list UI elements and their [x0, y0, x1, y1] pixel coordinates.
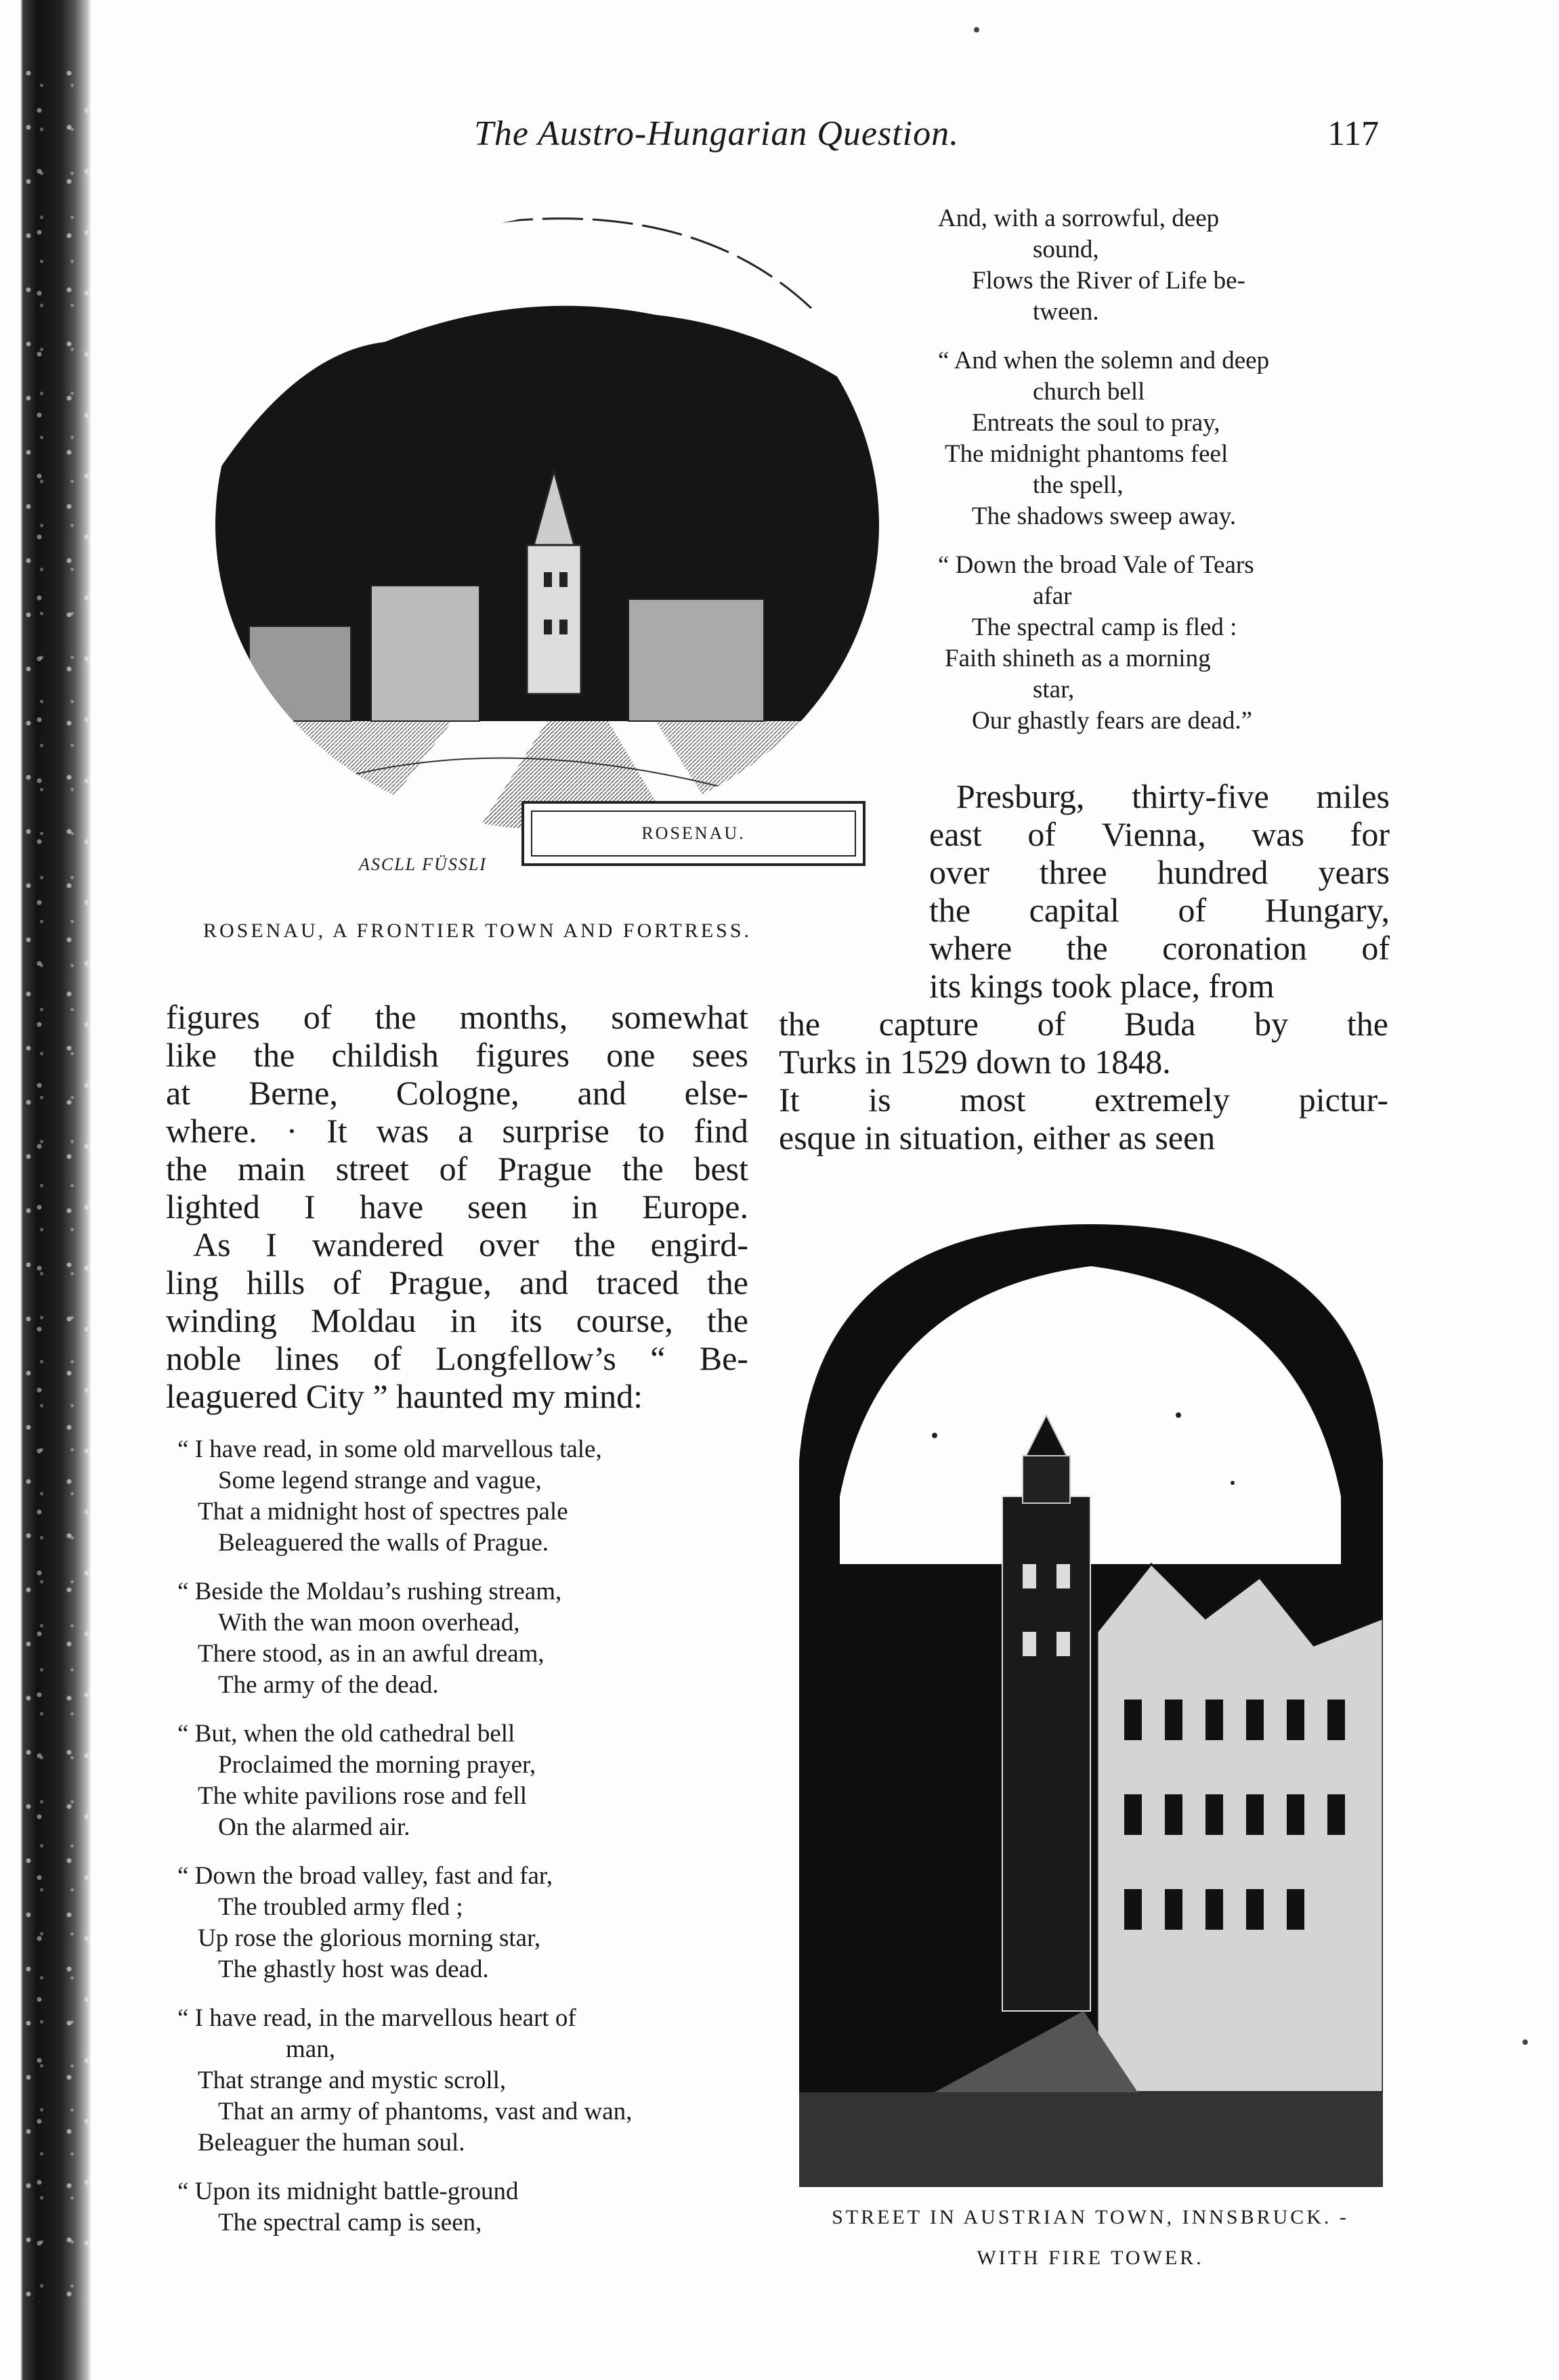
verse-line: Proclaimed the morning prayer,: [218, 1751, 536, 1779]
word: months,: [459, 998, 568, 1036]
rosenau-caption: ROSENAU, A FRONTIER TOWN AND FORTRESS.: [203, 919, 752, 942]
verse-line: The spectral camp is fled :: [972, 613, 1237, 641]
verse-line: Entreats the soul to pray,: [972, 409, 1220, 437]
verse-line: The army of the dead.: [218, 1671, 439, 1699]
page-binding-shadow: [0, 0, 91, 2380]
word: one: [606, 1036, 656, 1074]
word: seen: [467, 1188, 528, 1226]
word: Presburg,: [956, 777, 1085, 815]
word: miles: [1316, 777, 1390, 815]
word: engird-: [650, 1226, 748, 1263]
word: the: [253, 1036, 295, 1074]
prose-line: [779, 1005, 1388, 1043]
word: else-: [684, 1074, 748, 1112]
rosenau-plate-label: ROSENAU.: [641, 823, 746, 843]
word: of: [1027, 815, 1056, 853]
word: of: [373, 1339, 402, 1377]
verse-line: “ But, when the old cathedral bell: [177, 1720, 515, 1748]
word: in: [450, 1301, 477, 1339]
word: the: [1066, 929, 1108, 967]
verse-line: That strange and mystic scroll,: [198, 2067, 507, 2094]
verse-line: “ Down the broad Vale of Tears: [938, 551, 1254, 579]
page-number: 117: [1327, 114, 1380, 153]
verse-line: Beleaguered the walls of Prague.: [218, 1529, 549, 1557]
word: and: [519, 1263, 569, 1301]
verse-line: Faith shineth as a morning: [945, 645, 1211, 672]
word: Buda: [1124, 1005, 1196, 1043]
word: three: [1039, 853, 1107, 891]
prose-line: [166, 1339, 748, 1377]
verse-line: And, with a sorrowful, deep: [938, 204, 1220, 232]
word: where.: [166, 1112, 257, 1150]
rosenau-engraving: [168, 207, 887, 870]
word: surprise: [502, 1112, 610, 1150]
word: coronation: [1162, 929, 1307, 967]
prose-line: [166, 1074, 748, 1112]
verse-line: the spell,: [1033, 471, 1124, 499]
word: figures: [166, 998, 260, 1036]
word: of: [333, 1263, 362, 1301]
word: ling: [166, 1263, 219, 1301]
word: wandered: [312, 1226, 444, 1263]
innsbruck-caption-line2: WITH FIRE TOWER.: [977, 2247, 1204, 2269]
verse-line: Our ghastly fears are dead.”: [972, 707, 1252, 735]
word: hills: [247, 1263, 305, 1301]
verse-line: The troubled army fled ;: [218, 1893, 463, 1921]
word: I: [265, 1226, 278, 1263]
word: the: [779, 1005, 821, 1043]
verse-line: Beleaguer the human soul.: [198, 2129, 465, 2157]
verse-line: “ I have read, in the marvellous heart of: [177, 2004, 576, 2032]
word: in: [572, 1188, 598, 1226]
word: Cologne,: [396, 1074, 519, 1112]
right-prose: [929, 777, 1390, 1005]
word: It: [326, 1112, 347, 1150]
right-poem-top: [931, 203, 1405, 754]
word: street: [335, 1150, 409, 1188]
verse-line: “ And when the solemn and deep: [938, 347, 1270, 374]
word: of: [303, 998, 332, 1036]
word: capital: [1029, 891, 1119, 929]
word: Vienna,: [1101, 815, 1206, 853]
prose-line: [166, 1226, 748, 1263]
word: Prague: [498, 1150, 592, 1188]
left-prose: [166, 998, 748, 1415]
word: the: [706, 1301, 748, 1339]
stanza: [177, 2176, 773, 2238]
word: course,: [576, 1301, 673, 1339]
word: was: [1252, 815, 1305, 853]
word: of: [1178, 891, 1207, 929]
ornament-dot-right: [1522, 2039, 1528, 2045]
word: and: [577, 1074, 626, 1112]
word: over: [929, 853, 989, 891]
word: by: [1254, 1005, 1289, 1043]
word: was: [376, 1112, 429, 1150]
verse-line: man,: [286, 2035, 335, 2063]
word: its: [510, 1301, 542, 1339]
verse-line: The midnight phantoms feel: [945, 440, 1229, 468]
prose-line: [929, 929, 1390, 967]
word: sees: [691, 1036, 748, 1074]
stanza: [177, 1718, 773, 1843]
running-title: The Austro-Hungarian Question.: [474, 114, 960, 153]
word: like: [166, 1036, 217, 1074]
word: for: [1350, 815, 1390, 853]
word: figures: [475, 1036, 570, 1074]
word: Prague,: [389, 1263, 492, 1301]
word: the: [706, 1263, 748, 1301]
word: “: [650, 1339, 666, 1377]
verse-line: There stood, as in an awful dream,: [198, 1640, 544, 1668]
word: Hungary,: [1264, 891, 1390, 929]
prose-line: [779, 1081, 1388, 1119]
verse-line: On the alarmed air.: [218, 1813, 410, 1841]
word: Berne,: [248, 1074, 338, 1112]
rosenau-plate-frame: [521, 801, 866, 866]
verse-line: tween.: [1033, 298, 1099, 326]
innsbruck-caption-line1: STREET IN AUSTRIAN TOWN, INNSBRUCK. -: [832, 2206, 1349, 2228]
verse-line: sound,: [1033, 236, 1099, 263]
verse-line: star,: [1033, 676, 1075, 704]
verse-line: Flows the River of Life be-: [972, 267, 1245, 295]
word: of: [1037, 1005, 1066, 1043]
verse-line: church bell: [1033, 378, 1145, 406]
word: I: [303, 1188, 316, 1226]
stanza: [931, 345, 1405, 532]
word: pictur-: [1298, 1081, 1388, 1119]
prose-line: its kings took place, from: [929, 967, 1275, 1005]
stanza: [931, 203, 1405, 328]
prose-line: [929, 777, 1390, 815]
word: best: [693, 1150, 748, 1188]
word: lines: [275, 1339, 339, 1377]
word: extremely: [1094, 1081, 1231, 1119]
prose-line: [166, 1188, 748, 1226]
verse-line: Some legend strange and vague,: [218, 1467, 542, 1494]
word: lighted: [166, 1188, 260, 1226]
word: the: [1346, 1005, 1388, 1043]
stanza: [177, 1576, 773, 1701]
prose-line: [929, 891, 1390, 929]
innsbruck-engraving: [799, 1212, 1383, 2187]
verse-line: The spectral camp is seen,: [218, 2209, 482, 2236]
word: is: [868, 1081, 891, 1119]
word: where: [929, 929, 1012, 967]
verse-line: The ghastly host was dead.: [218, 1955, 489, 1983]
prose-line: [929, 815, 1390, 853]
verse-line: “ Beside the Moldau’s rushing stream,: [177, 1578, 562, 1605]
word: Moldau: [310, 1301, 417, 1339]
verse-line: The white pavilions rose and fell: [198, 1782, 528, 1810]
verse-line: The shadows sweep away.: [972, 502, 1237, 530]
prose-line: [166, 998, 748, 1036]
word: of: [1361, 929, 1390, 967]
word: over: [479, 1226, 539, 1263]
word: hundred: [1157, 853, 1268, 891]
word: the: [375, 998, 417, 1036]
word: capture: [878, 1005, 979, 1043]
prose-line: Turks in 1529 down to 1848.: [779, 1043, 1171, 1081]
prose-line: [166, 1150, 748, 1188]
word: childish: [331, 1036, 439, 1074]
verse-line: That a midnight host of spectres pale: [198, 1498, 568, 1526]
verse-line: That an army of phantoms, vast and wan,: [218, 2098, 633, 2125]
word: the: [929, 891, 971, 929]
prose-line: esque in situation, either as seen: [779, 1119, 1216, 1156]
word: somewhat: [611, 998, 748, 1036]
prose-line: [166, 1036, 748, 1074]
ornament-dot-top: [974, 27, 979, 33]
prose-line: [166, 1263, 748, 1301]
word: find: [693, 1112, 748, 1150]
verse-line: With the wan moon overhead,: [218, 1609, 520, 1637]
prose-line: leaguered City ” haunted my mind:: [166, 1377, 643, 1415]
word: the: [622, 1150, 664, 1188]
word: of: [439, 1150, 468, 1188]
stanza: [931, 550, 1405, 737]
verse-line: “ Down the broad valley, fast and far,: [177, 1862, 553, 1890]
word: the: [166, 1150, 208, 1188]
left-poem: [177, 1434, 773, 2256]
word: main: [237, 1150, 305, 1188]
word: winding: [166, 1301, 277, 1339]
artist-signature: ASCLL FÜSSLI: [359, 854, 487, 874]
prose-line: [166, 1112, 748, 1150]
stanza: [177, 1434, 773, 1559]
word: noble: [166, 1339, 242, 1377]
word: at: [166, 1074, 191, 1112]
word: Be-: [699, 1339, 748, 1377]
word: thirty-five: [1132, 777, 1269, 815]
stanza: [177, 1861, 773, 1985]
verse-line: “ Upon its midnight battle-ground: [177, 2178, 519, 2205]
word: It: [779, 1081, 800, 1119]
word: years: [1318, 853, 1390, 891]
word: Europe.: [642, 1188, 748, 1226]
word: the: [574, 1226, 616, 1263]
prose-line: [929, 853, 1390, 891]
word: ·: [286, 1112, 298, 1150]
wide-prose: [779, 1005, 1388, 1156]
word: a: [458, 1112, 473, 1150]
verse-line: Up rose the glorious morning star,: [198, 1924, 541, 1952]
word: have: [359, 1188, 424, 1226]
word: east: [929, 815, 982, 853]
verse-line: “ I have read, in some old marvellous tale,: [177, 1435, 602, 1463]
word: to: [638, 1112, 665, 1150]
prose-line: [166, 1301, 748, 1339]
word: As: [193, 1226, 231, 1263]
verse-line: afar: [1033, 582, 1072, 610]
stanza: [177, 2003, 773, 2159]
word: most: [960, 1081, 1026, 1119]
word: traced: [596, 1263, 679, 1301]
word: Longfellow’s: [435, 1339, 616, 1377]
